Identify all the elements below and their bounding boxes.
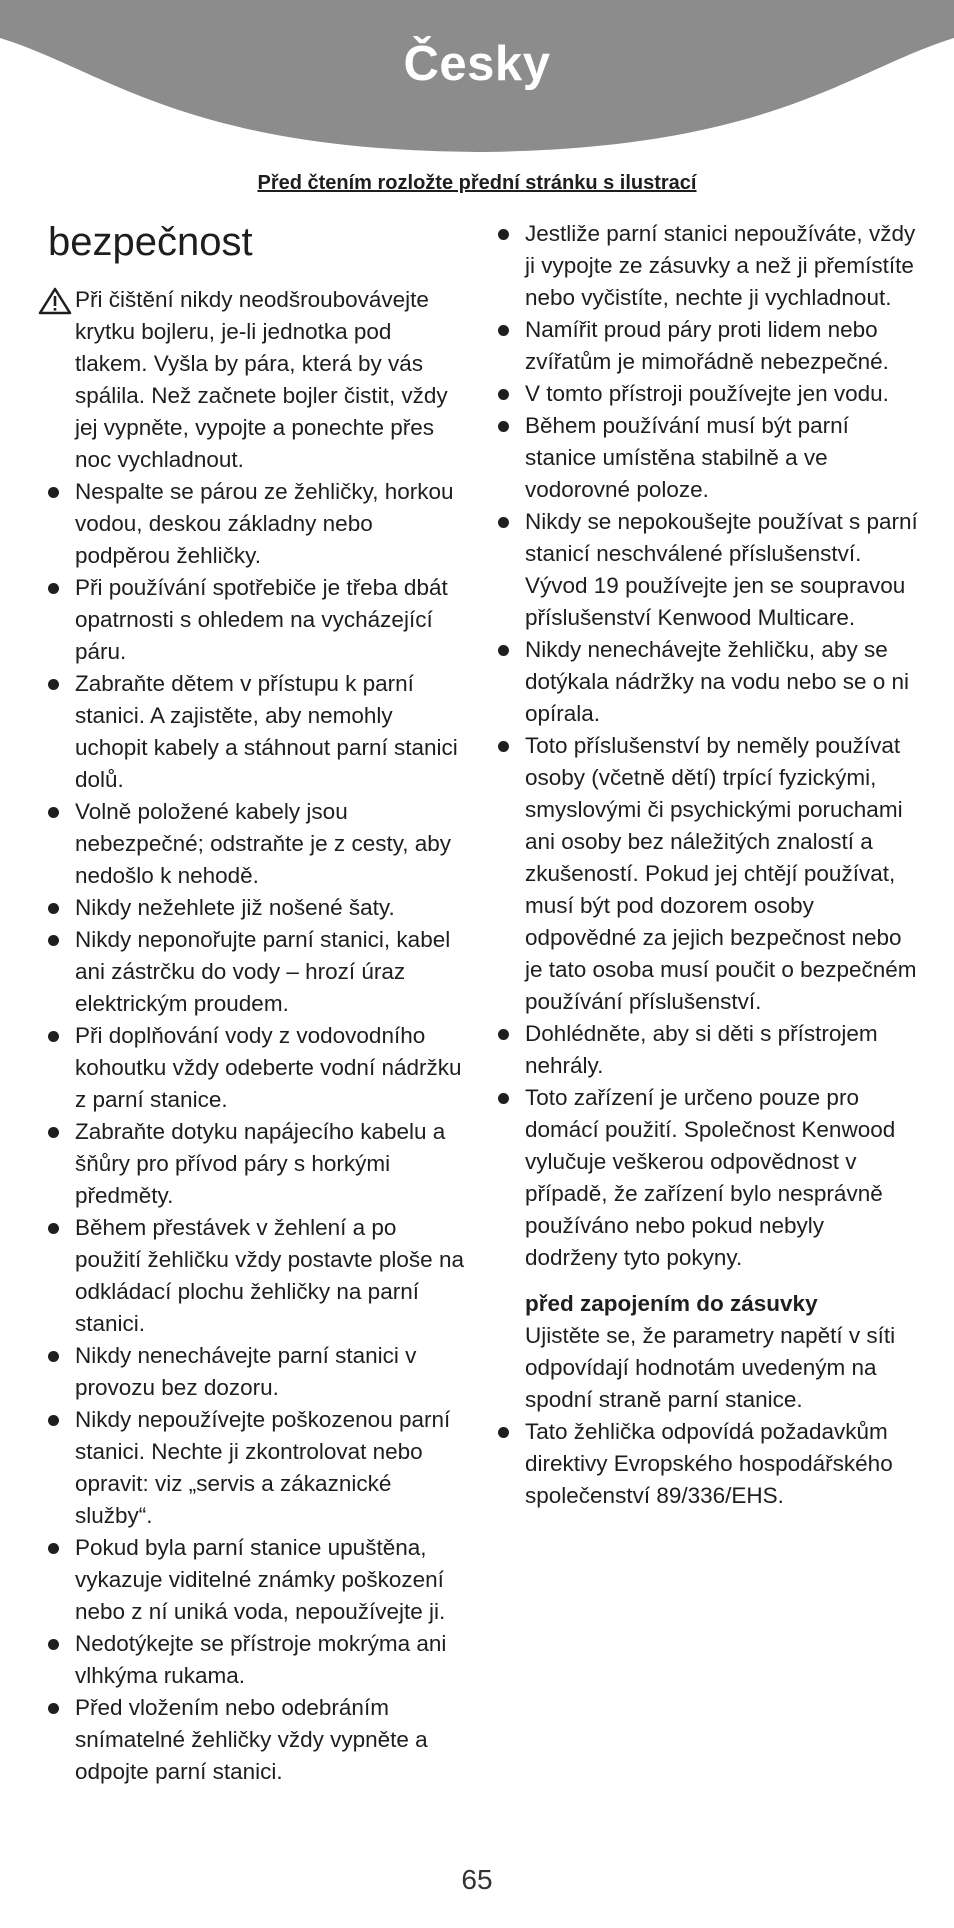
bullet-dot-icon bbox=[498, 645, 509, 656]
list-item-text: Před vložením nebo odebráním snímatelné žehličky vždy vypněte a odpojte parní stanici. bbox=[75, 1695, 428, 1784]
list-item bbox=[48, 1692, 468, 1788]
list-item-text: Volně položené kabely jsou nebezpečné; odstraňte je z cesty, aby nedošlo k nehodě. bbox=[75, 799, 452, 888]
bullet-dot-icon bbox=[498, 1093, 509, 1104]
bullet-dot-icon bbox=[498, 741, 509, 752]
list-item-text: Zabraňte dětem v přístupu k parní stanici. A zajistěte, aby nemohly uchopit kabely a stáhnout parní stanici dolů. bbox=[75, 671, 458, 792]
bullet-dot-icon bbox=[48, 583, 59, 594]
list-item-text: Nikdy neponořujte parní stanici, kabel ani zástrčku do vody – hrozí úraz elektrickým proudem. bbox=[75, 927, 451, 1016]
list-item bbox=[498, 314, 918, 378]
list-item bbox=[48, 924, 468, 1020]
list-item-text: Nedotýkejte se přístroje mokrýma ani vlhkýma rukama. bbox=[75, 1631, 447, 1688]
bullet-dot-icon bbox=[48, 487, 59, 498]
bullet-dot-icon bbox=[498, 325, 509, 336]
bullet-dot-icon bbox=[498, 1029, 509, 1040]
bullet-dot-icon bbox=[48, 1223, 59, 1234]
list-item-text: Dohlédněte, aby si děti s přístrojem nehrály. bbox=[525, 1021, 878, 1078]
list-item-text: Namířit proud páry proti lidem nebo zvířatům je mimořádně nebezpečné. bbox=[525, 317, 889, 374]
list-item bbox=[48, 1532, 468, 1628]
safety-list-left bbox=[48, 284, 468, 1788]
plug-in-subtitle: před zapojením do zásuvky bbox=[525, 1291, 818, 1316]
section-title: bezpečnost bbox=[48, 220, 253, 264]
list-item bbox=[498, 378, 918, 410]
bullet-dot-icon bbox=[498, 389, 509, 400]
compliance-list bbox=[498, 1416, 918, 1512]
bullet-dot-icon bbox=[48, 1703, 59, 1714]
list-item bbox=[498, 1082, 918, 1274]
right-column bbox=[498, 218, 918, 1512]
list-item-text: Tato žehlička odpovídá požadavkům direktivy Evropského hospodářského společenství 89/336/EHS. bbox=[525, 1419, 893, 1508]
list-item bbox=[498, 410, 918, 506]
bullet-dot-icon bbox=[48, 903, 59, 914]
list-item-text: Toto příslušenství by neměly používat osoby (včetně dětí) trpící fyzickými, smyslovými či psychickými poruchami ani osoby bez náležitých znalostí a zkušeností. Pokud jej chtějí používat, musí být pod dozorem osoby odpovědné za jejich bezpečnost nebo je tato osoba musí poučit o bezpečném používání příslušenství. bbox=[525, 733, 917, 1014]
list-item bbox=[48, 476, 468, 572]
bullet-dot-icon bbox=[48, 1031, 59, 1042]
list-item bbox=[498, 1018, 918, 1082]
list-item-text: Během přestávek v žehlení a po použití žehličku vždy postavte ploše na odkládací plochu žehličky na parní stanici. bbox=[75, 1215, 464, 1336]
bullet-dot-icon bbox=[498, 421, 509, 432]
list-item bbox=[48, 1212, 468, 1340]
list-item-text: Nespalte se párou ze žehličky, horkou vodou, deskou základny nebo podpěrou žehličky. bbox=[75, 479, 454, 568]
list-item-text: Při doplňování vody z vodovodního kohoutku vždy odeberte vodní nádržku z parní stanice. bbox=[75, 1023, 462, 1112]
list-item bbox=[48, 1116, 468, 1212]
list-item bbox=[48, 284, 468, 476]
bullet-dot-icon bbox=[498, 229, 509, 240]
list-item bbox=[48, 572, 468, 668]
list-item-text: Toto zařízení je určeno pouze pro domácí použití. Společnost Kenwood vylučuje veškerou odpovědnost v případě, že zařízení bylo nesprávně používáno nebo pokud nebyly dodrženy tyto pokyny. bbox=[525, 1085, 896, 1270]
list-item-text: Nikdy nežehlete již nošené šaty. bbox=[75, 895, 395, 920]
bullet-dot-icon bbox=[48, 679, 59, 690]
list-item bbox=[498, 730, 918, 1018]
voltage-paragraph: Ujistěte se, že parametry napětí v síti odpovídají hodnotám uvedeným na spodní straně parní stanice. bbox=[525, 1323, 896, 1412]
left-column bbox=[48, 218, 468, 1788]
list-item bbox=[498, 506, 918, 634]
list-item bbox=[498, 1416, 918, 1512]
list-item bbox=[48, 1628, 468, 1692]
list-item-text: V tomto přístroji používejte jen vodu. bbox=[525, 381, 889, 406]
bullet-dot-icon bbox=[48, 1543, 59, 1554]
bullet-dot-icon bbox=[48, 1127, 59, 1138]
bullet-dot-icon bbox=[498, 1427, 509, 1438]
bullet-dot-icon bbox=[48, 935, 59, 946]
bullet-dot-icon bbox=[48, 1415, 59, 1426]
bullet-dot-icon bbox=[48, 1639, 59, 1650]
list-item-text: Během používání musí být parní stanice umístěna stabilně a ve vodorovné poloze. bbox=[525, 413, 849, 502]
list-item bbox=[498, 218, 918, 314]
list-item bbox=[48, 1020, 468, 1116]
list-item-text: Jestliže parní stanici nepoužíváte, vždy ji vypojte ze zásuvky a než ji přemístíte nebo vyčistíte, nechte ji vychladnout. bbox=[525, 221, 916, 310]
list-item-text: Nikdy se nepokoušejte používat s parní stanicí neschválené příslušenství. Vývod 19 používejte jen se soupravou příslušenství Kenwood Multicare. bbox=[525, 509, 918, 630]
list-item-text: Pokud byla parní stanice upuštěna, vykazuje viditelné známky poškození nebo z ní uniká voda, nepoužívejte ji. bbox=[75, 1535, 446, 1624]
list-item bbox=[48, 796, 468, 892]
safety-list-right bbox=[498, 218, 918, 1274]
language-title: Česky bbox=[403, 37, 551, 91]
instruction-subheading: Před čtením rozložte přední stránku s ilustrací bbox=[257, 172, 697, 194]
list-item bbox=[48, 668, 468, 796]
list-item-text: Při čištění nikdy neodšroubovávejte krytku bojleru, je-li jednotka pod tlakem. Vyšla by pára, která by vás spálila. Než začnete bojler čistit, vždy jej vypněte, vypojte a ponechte přes noc vychladnout. bbox=[75, 287, 448, 472]
list-item bbox=[48, 1340, 468, 1404]
list-item-text: Nikdy nenechávejte žehličku, aby se dotýkala nádržky na vodu nebo se o ni opírala. bbox=[525, 637, 910, 726]
list-item bbox=[48, 892, 468, 924]
list-item-text: Nikdy nepoužívejte poškozenou parní stanici. Nechte ji zkontrolovat nebo opravit: viz „servis a zákaznické služby“. bbox=[75, 1407, 451, 1528]
bullet-dot-icon bbox=[48, 1351, 59, 1362]
list-item-text: Nikdy nenechávejte parní stanici v provozu bez dozoru. bbox=[75, 1343, 417, 1400]
list-item-text: Při používání spotřebiče je třeba dbát opatrnosti s ohledem na vycházející páru. bbox=[75, 575, 448, 664]
warning-triangle-icon bbox=[38, 287, 72, 315]
list-item-text: Zabraňte dotyku napájecího kabelu a šňůry pro přívod páry s horkými předměty. bbox=[75, 1119, 446, 1208]
list-item bbox=[48, 1404, 468, 1532]
bullet-dot-icon bbox=[498, 517, 509, 528]
bullet-dot-icon bbox=[48, 807, 59, 818]
page-number: 65 bbox=[461, 1864, 493, 1895]
list-item bbox=[498, 634, 918, 730]
